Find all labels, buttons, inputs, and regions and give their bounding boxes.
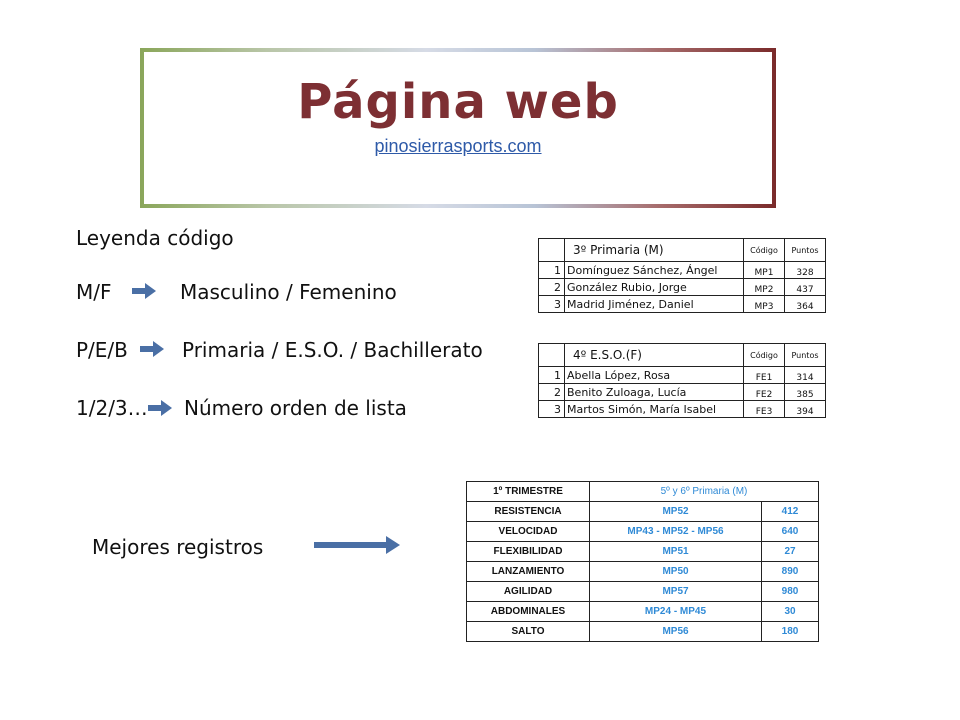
record-value: 890 xyxy=(762,562,819,582)
table-header-row xyxy=(539,344,826,367)
student-points: 394 xyxy=(785,401,826,418)
legend-code-level: P/E/B xyxy=(76,338,128,362)
table-row xyxy=(467,522,819,542)
row-number: 3 xyxy=(539,296,565,313)
record-codes: MP24 - MP45 xyxy=(590,602,762,622)
student-points: 364 xyxy=(785,296,826,313)
record-test: ABDOMINALES xyxy=(467,602,590,622)
student-points: 328 xyxy=(785,262,826,279)
record-test: SALTO xyxy=(467,622,590,642)
table-row xyxy=(467,542,819,562)
student-points: 385 xyxy=(785,384,826,401)
record-test: LANZAMIENTO xyxy=(467,562,590,582)
row-number: 2 xyxy=(539,279,565,296)
record-value: 27 xyxy=(762,542,819,562)
column-header-points: Puntos xyxy=(785,344,826,367)
table-cell xyxy=(539,239,565,262)
table-row xyxy=(539,384,826,401)
student-code: FE2 xyxy=(744,384,785,401)
title-banner xyxy=(140,48,776,208)
arrow-right-icon xyxy=(140,341,164,357)
record-codes: MP51 xyxy=(590,542,762,562)
best-records-table xyxy=(466,481,819,642)
class-table-title: 4º E.S.O.(F) xyxy=(565,344,744,367)
table-row xyxy=(467,602,819,622)
table-row xyxy=(467,502,819,522)
website-link[interactable]: pinosierrasports.com xyxy=(374,136,542,156)
table-row xyxy=(539,401,826,418)
legend-code-gender: M/F xyxy=(76,280,112,304)
record-value: 412 xyxy=(762,502,819,522)
best-records-label: Mejores registros xyxy=(92,535,264,559)
student-points: 437 xyxy=(785,279,826,296)
student-code: FE3 xyxy=(744,401,785,418)
record-codes: MP50 xyxy=(590,562,762,582)
record-test: RESISTENCIA xyxy=(467,502,590,522)
student-name: Domínguez Sánchez, Ángel xyxy=(565,262,744,279)
row-number: 2 xyxy=(539,384,565,401)
class-table-title: 3º Primaria (M) xyxy=(565,239,744,262)
student-code: FE1 xyxy=(744,367,785,384)
table-row xyxy=(539,262,826,279)
legend-code-order: 1/2/3… xyxy=(76,396,148,420)
legend-meaning-order: Número orden de lista xyxy=(184,396,407,420)
record-value: 30 xyxy=(762,602,819,622)
table-cell xyxy=(539,344,565,367)
student-code: MP3 xyxy=(744,296,785,313)
table-row xyxy=(467,582,819,602)
legend-heading: Leyenda código xyxy=(76,226,234,250)
page-title: Página web xyxy=(297,74,619,130)
record-test: VELOCIDAD xyxy=(467,522,590,542)
column-header-points: Puntos xyxy=(785,239,826,262)
row-number: 3 xyxy=(539,401,565,418)
class-table-4-eso xyxy=(538,343,826,418)
title-banner-inner xyxy=(144,52,772,204)
student-name: Madrid Jiménez, Daniel xyxy=(565,296,744,313)
student-name: Martos Simón, María Isabel xyxy=(565,401,744,418)
class-table-3-primaria xyxy=(538,238,826,313)
table-row xyxy=(467,562,819,582)
row-number: 1 xyxy=(539,262,565,279)
records-header-term: 1º TRIMESTRE xyxy=(467,482,590,502)
record-codes: MP57 xyxy=(590,582,762,602)
student-points: 314 xyxy=(785,367,826,384)
record-test: FLEXIBILIDAD xyxy=(467,542,590,562)
student-name: González Rubio, Jorge xyxy=(565,279,744,296)
record-test: AGILIDAD xyxy=(467,582,590,602)
table-row xyxy=(539,296,826,313)
table-header-row xyxy=(539,239,826,262)
legend-meaning-gender: Masculino / Femenino xyxy=(180,280,397,304)
record-codes: MP56 xyxy=(590,622,762,642)
table-row xyxy=(467,622,819,642)
record-codes: MP43 - MP52 - MP56 xyxy=(590,522,762,542)
record-codes: MP52 xyxy=(590,502,762,522)
table-header-row xyxy=(467,482,819,502)
arrow-right-icon xyxy=(132,283,156,299)
student-name: Benito Zuloaga, Lucía xyxy=(565,384,744,401)
arrow-right-icon xyxy=(148,400,172,416)
table-row xyxy=(539,367,826,384)
records-header-group: 5º y 6º Primaria (M) xyxy=(590,482,819,502)
long-arrow-right-icon xyxy=(314,536,400,554)
column-header-code: Código xyxy=(744,344,785,367)
record-value: 640 xyxy=(762,522,819,542)
student-code: MP2 xyxy=(744,279,785,296)
record-value: 180 xyxy=(762,622,819,642)
legend-meaning-level: Primaria / E.S.O. / Bachillerato xyxy=(182,338,483,362)
student-name: Abella López, Rosa xyxy=(565,367,744,384)
record-value: 980 xyxy=(762,582,819,602)
table-row xyxy=(539,279,826,296)
column-header-code: Código xyxy=(744,239,785,262)
student-code: MP1 xyxy=(744,262,785,279)
row-number: 1 xyxy=(539,367,565,384)
